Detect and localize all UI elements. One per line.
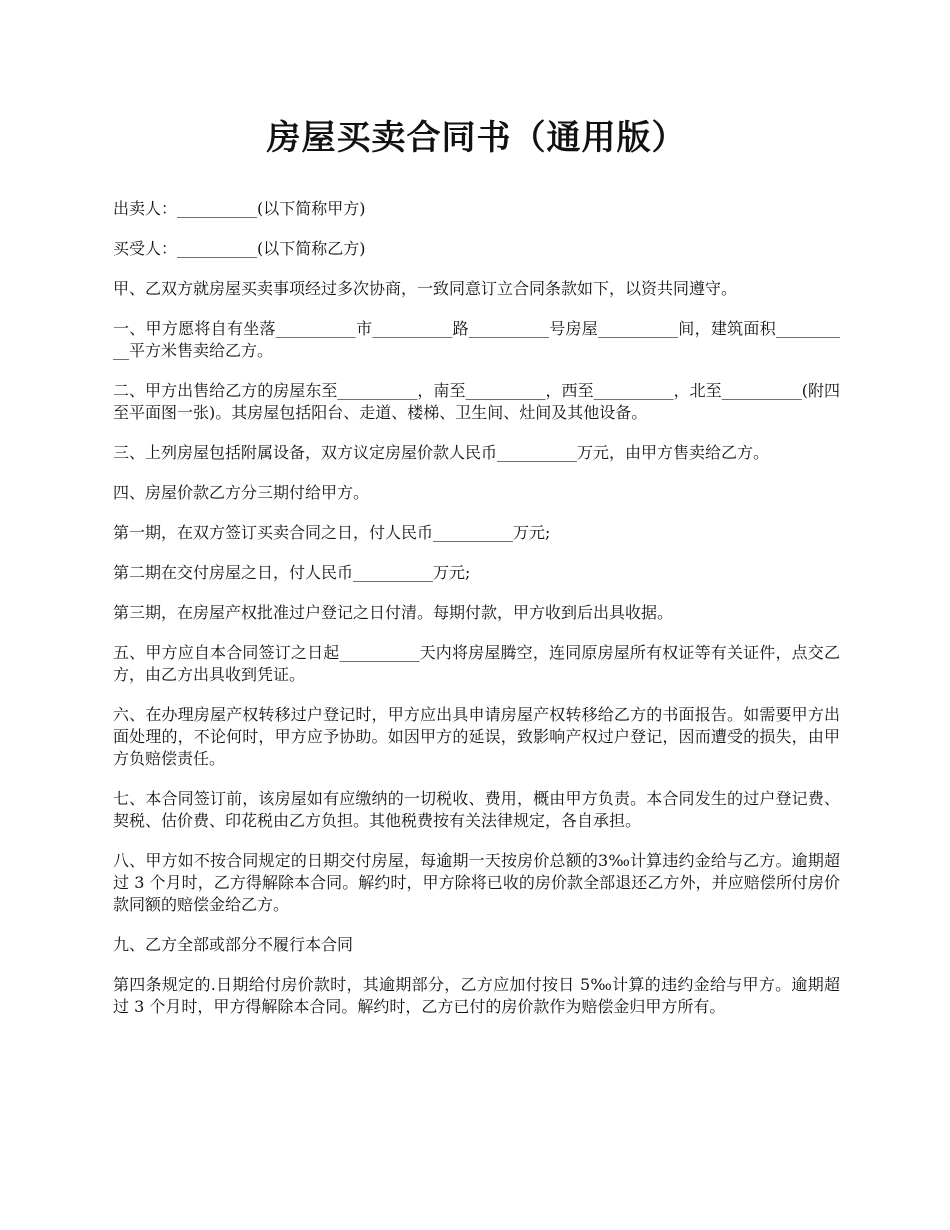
clause-3: 三、上列房屋包括附属设备，双方议定房屋价款人民币__________万元，由甲方售卖给乙方。 (113, 443, 770, 462)
payment-phase-1: 第一期，在双方签订买卖合同之日，付人民币__________万元; (113, 523, 551, 542)
clause-1: 一、甲方愿将自有坐落__________市__________路__________号房屋__________间，建筑面积__________平方米售卖给乙方。 (113, 319, 840, 360)
document-title: 房屋买卖合同书（通用版） (266, 118, 687, 158)
clause-5: 五、甲方应自本合同签订之日起__________天内将房屋腾空，连同原房屋所有权证等有关证件，点交乙方，由乙方出具收到凭证。 (113, 643, 840, 684)
seller-line: 出卖人：__________(以下简称甲方) (113, 199, 366, 218)
payment-phase-2: 第二期在交付房屋之日，付人民币__________万元; (113, 563, 471, 582)
clause-9: 九、乙方全部或部分不履行本合同 (113, 935, 354, 954)
clause-6: 六、在办理房屋产权转移过户登记时，甲方应出具申请房屋产权转移给乙方的书面报告。如需要甲方出面处理的，不论何时，甲方应予协助。如因甲方的延误，致影响产权过户登记，因而遭受的损失，由甲方负赔偿责任。 (113, 705, 840, 768)
clause-8: 八、甲方如不按合同规定的日期交付房屋，每逾期一天按房价总额的3‰计算违约金给与乙方。逾期超过 3 个月时，乙方得解除本合同。解约时，甲方除将已收的房价款全部退还乙方外，并应赔偿所付房价款同额的赔偿金给乙方。 (113, 851, 840, 914)
clause-7: 七、本合同签订前，该房屋如有应缴纳的一切税收、费用，概由甲方负责。本合同发生的过户登记费、契税、估价费、印花税由乙方负担。其他税费按有关法律规定，各自承担。 (113, 789, 840, 830)
clause-4: 四、房屋价款乙方分三期付给甲方。 (113, 483, 370, 502)
payment-phase-3: 第三期，在房屋产权批准过户登记之日付清。每期付款，甲方收到后出具收据。 (113, 603, 674, 622)
clause-9-continuation: 第四条规定的.日期给付房价款时，其逾期部分，乙方应加付按日 5‰计算的违约金给与甲方。逾期超过 3 个月时，甲方得解除本合同。解约时，乙方已付的房价款作为赔偿金归甲方所有。 (113, 975, 840, 1016)
document-body (113, 110, 840, 1036)
preamble-paragraph: 甲、乙双方就房屋买卖事项经过多次协商，一致同意订立合同条款如下，以资共同遵守。 (113, 279, 738, 298)
clause-2: 二、甲方出售给乙方的房屋东至__________，南至__________，西至__________，北至__________(附四至平面图一张)。其房屋包括阳台、走道、楼梯、卫生间、灶间及其他设备。 (113, 381, 840, 422)
buyer-line: 买受人：__________(以下简称乙方) (113, 239, 366, 258)
